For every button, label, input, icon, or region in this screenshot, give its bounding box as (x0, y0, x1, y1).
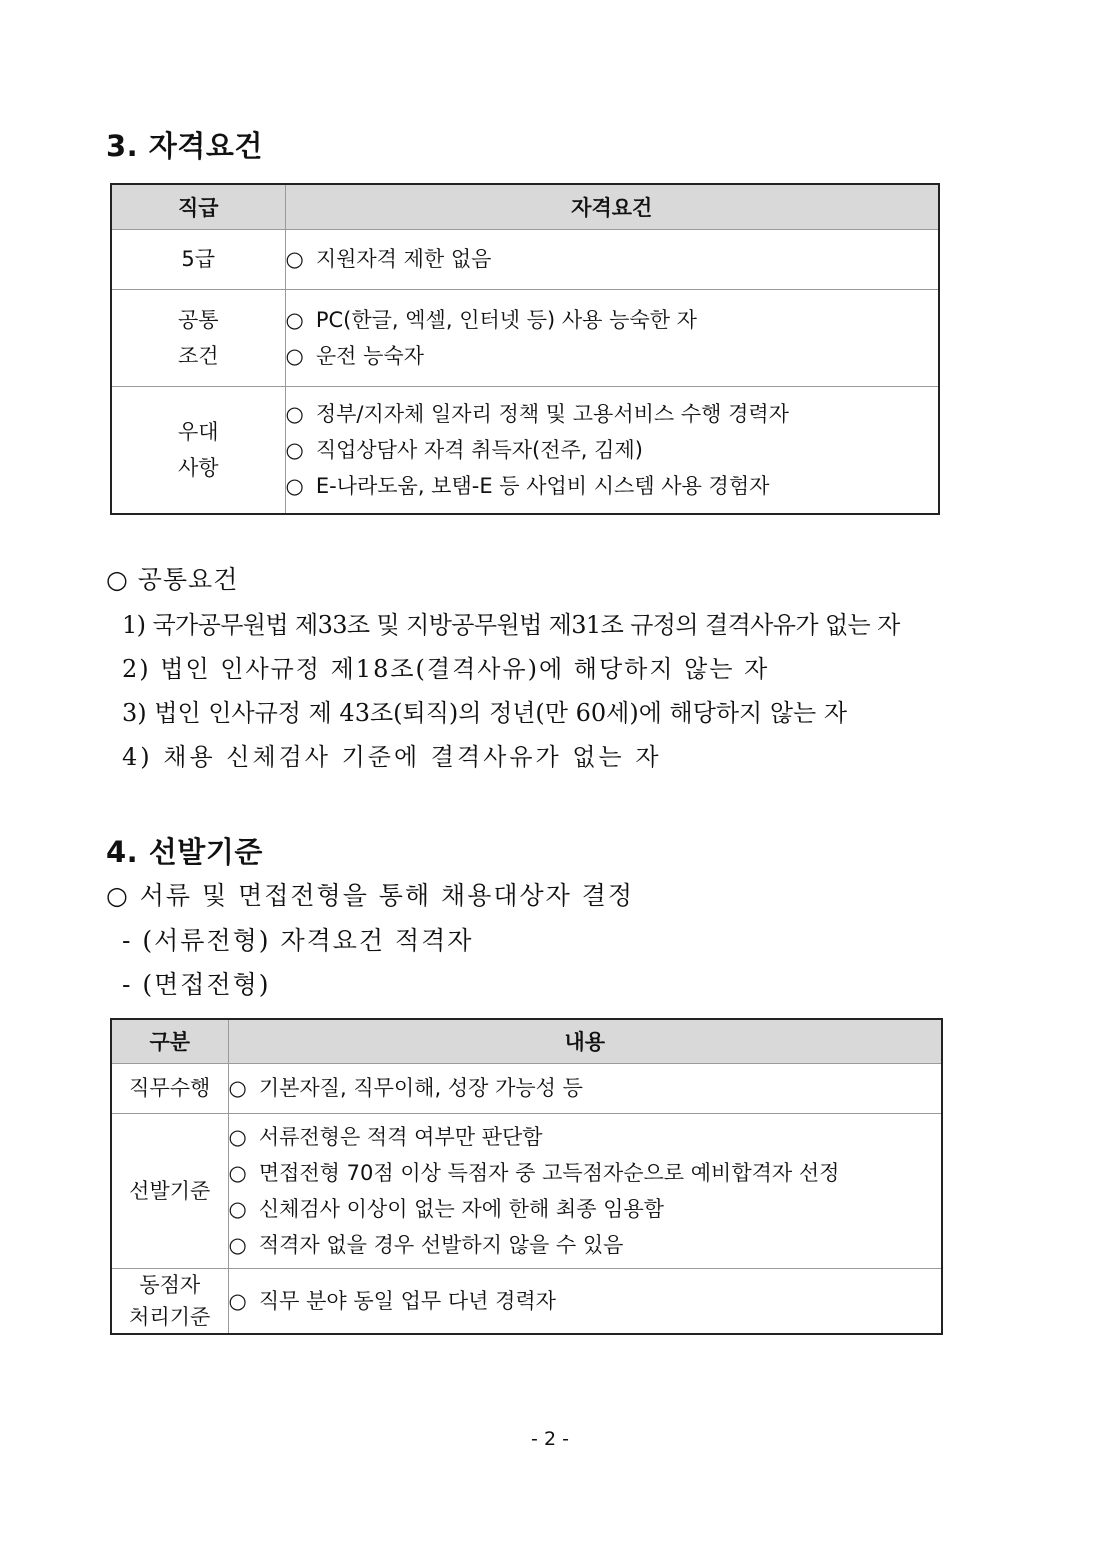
content-cell: ○ 기본자질, 직무이해, 성장 가능성 등 (228, 1063, 942, 1113)
common-requirements-heading: ○ 공통요건 (106, 565, 239, 594)
table-row (111, 386, 939, 514)
interview-screening: - (면접전형) (122, 970, 271, 999)
section-3-title: 3. 자격요건 (106, 129, 263, 163)
selection-intro: ○ 서류 및 면접전형을 통해 채용대상자 결정 (106, 881, 635, 910)
category-cell: 직무수행 (111, 1063, 228, 1113)
common-item-3: 3) 법인 인사규정 제 43조(퇴직)의 정년(만 60세)에 해당하지 않는 자 (122, 699, 848, 727)
common-item-1: 1) 국가공무원법 제33조 및 지방공무원법 제31조 규정의 결격사유가 없는 자 (122, 611, 900, 639)
requirements-cell: ○ PC(한글, 엑셀, 인터넷 등) 사용 능숙한 자 ○ 운전 능숙자 (285, 289, 939, 386)
content-cell: ○ 서류전형은 적격 여부만 판단함 ○ 면접전형 70점 이상 득점자 중 고득점자순으로 예비합격자 선정 ○ 신체검사 이상이 없는 자에 한해 최종 임용함 ○ 적격자 없을 경우 선발하지 않을 수 있음 (228, 1113, 942, 1268)
grade-cell: 공통 조건 (111, 289, 285, 386)
document-screening: - (서류전형) 자격요건 적격자 (122, 926, 474, 955)
content-cell: ○ 직무 분야 동일 업무 다년 경력자 (228, 1268, 942, 1334)
selection-table (110, 1018, 943, 1335)
header-grade: 직급 (111, 184, 285, 229)
requirements-cell: ○ 정부/지자체 일자리 정책 및 고용서비스 수행 경력자 ○ 직업상담사 자격 취득자(전주, 김제) ○ E-나라도움, 보탬-E 등 사업비 시스템 사용 경험자 (285, 386, 939, 514)
header-category: 구분 (111, 1019, 228, 1063)
requirements-cell: ○ 지원자격 제한 없음 (285, 229, 939, 289)
table-row (111, 229, 939, 289)
header-content: 내용 (228, 1019, 942, 1063)
qualification-table (110, 183, 940, 515)
category-cell: 선발기준 (111, 1113, 228, 1268)
common-item-2: 2) 법인 인사규정 제18조(결격사유)에 해당하지 않는 자 (122, 655, 770, 683)
page-number: - 2 - (531, 1428, 569, 1450)
table-row (111, 1268, 942, 1334)
common-item-4: 4) 채용 신체검사 기준에 결격사유가 없는 자 (122, 743, 662, 771)
header-requirements: 자격요건 (285, 184, 939, 229)
table-row (111, 289, 939, 386)
section-4-title: 4. 선발기준 (106, 835, 263, 869)
grade-cell: 우대 사항 (111, 386, 285, 514)
category-cell: 동점자 처리기준 (111, 1268, 228, 1334)
table-row (111, 1113, 942, 1268)
table-row (111, 1063, 942, 1113)
grade-cell: 5급 (111, 229, 285, 289)
